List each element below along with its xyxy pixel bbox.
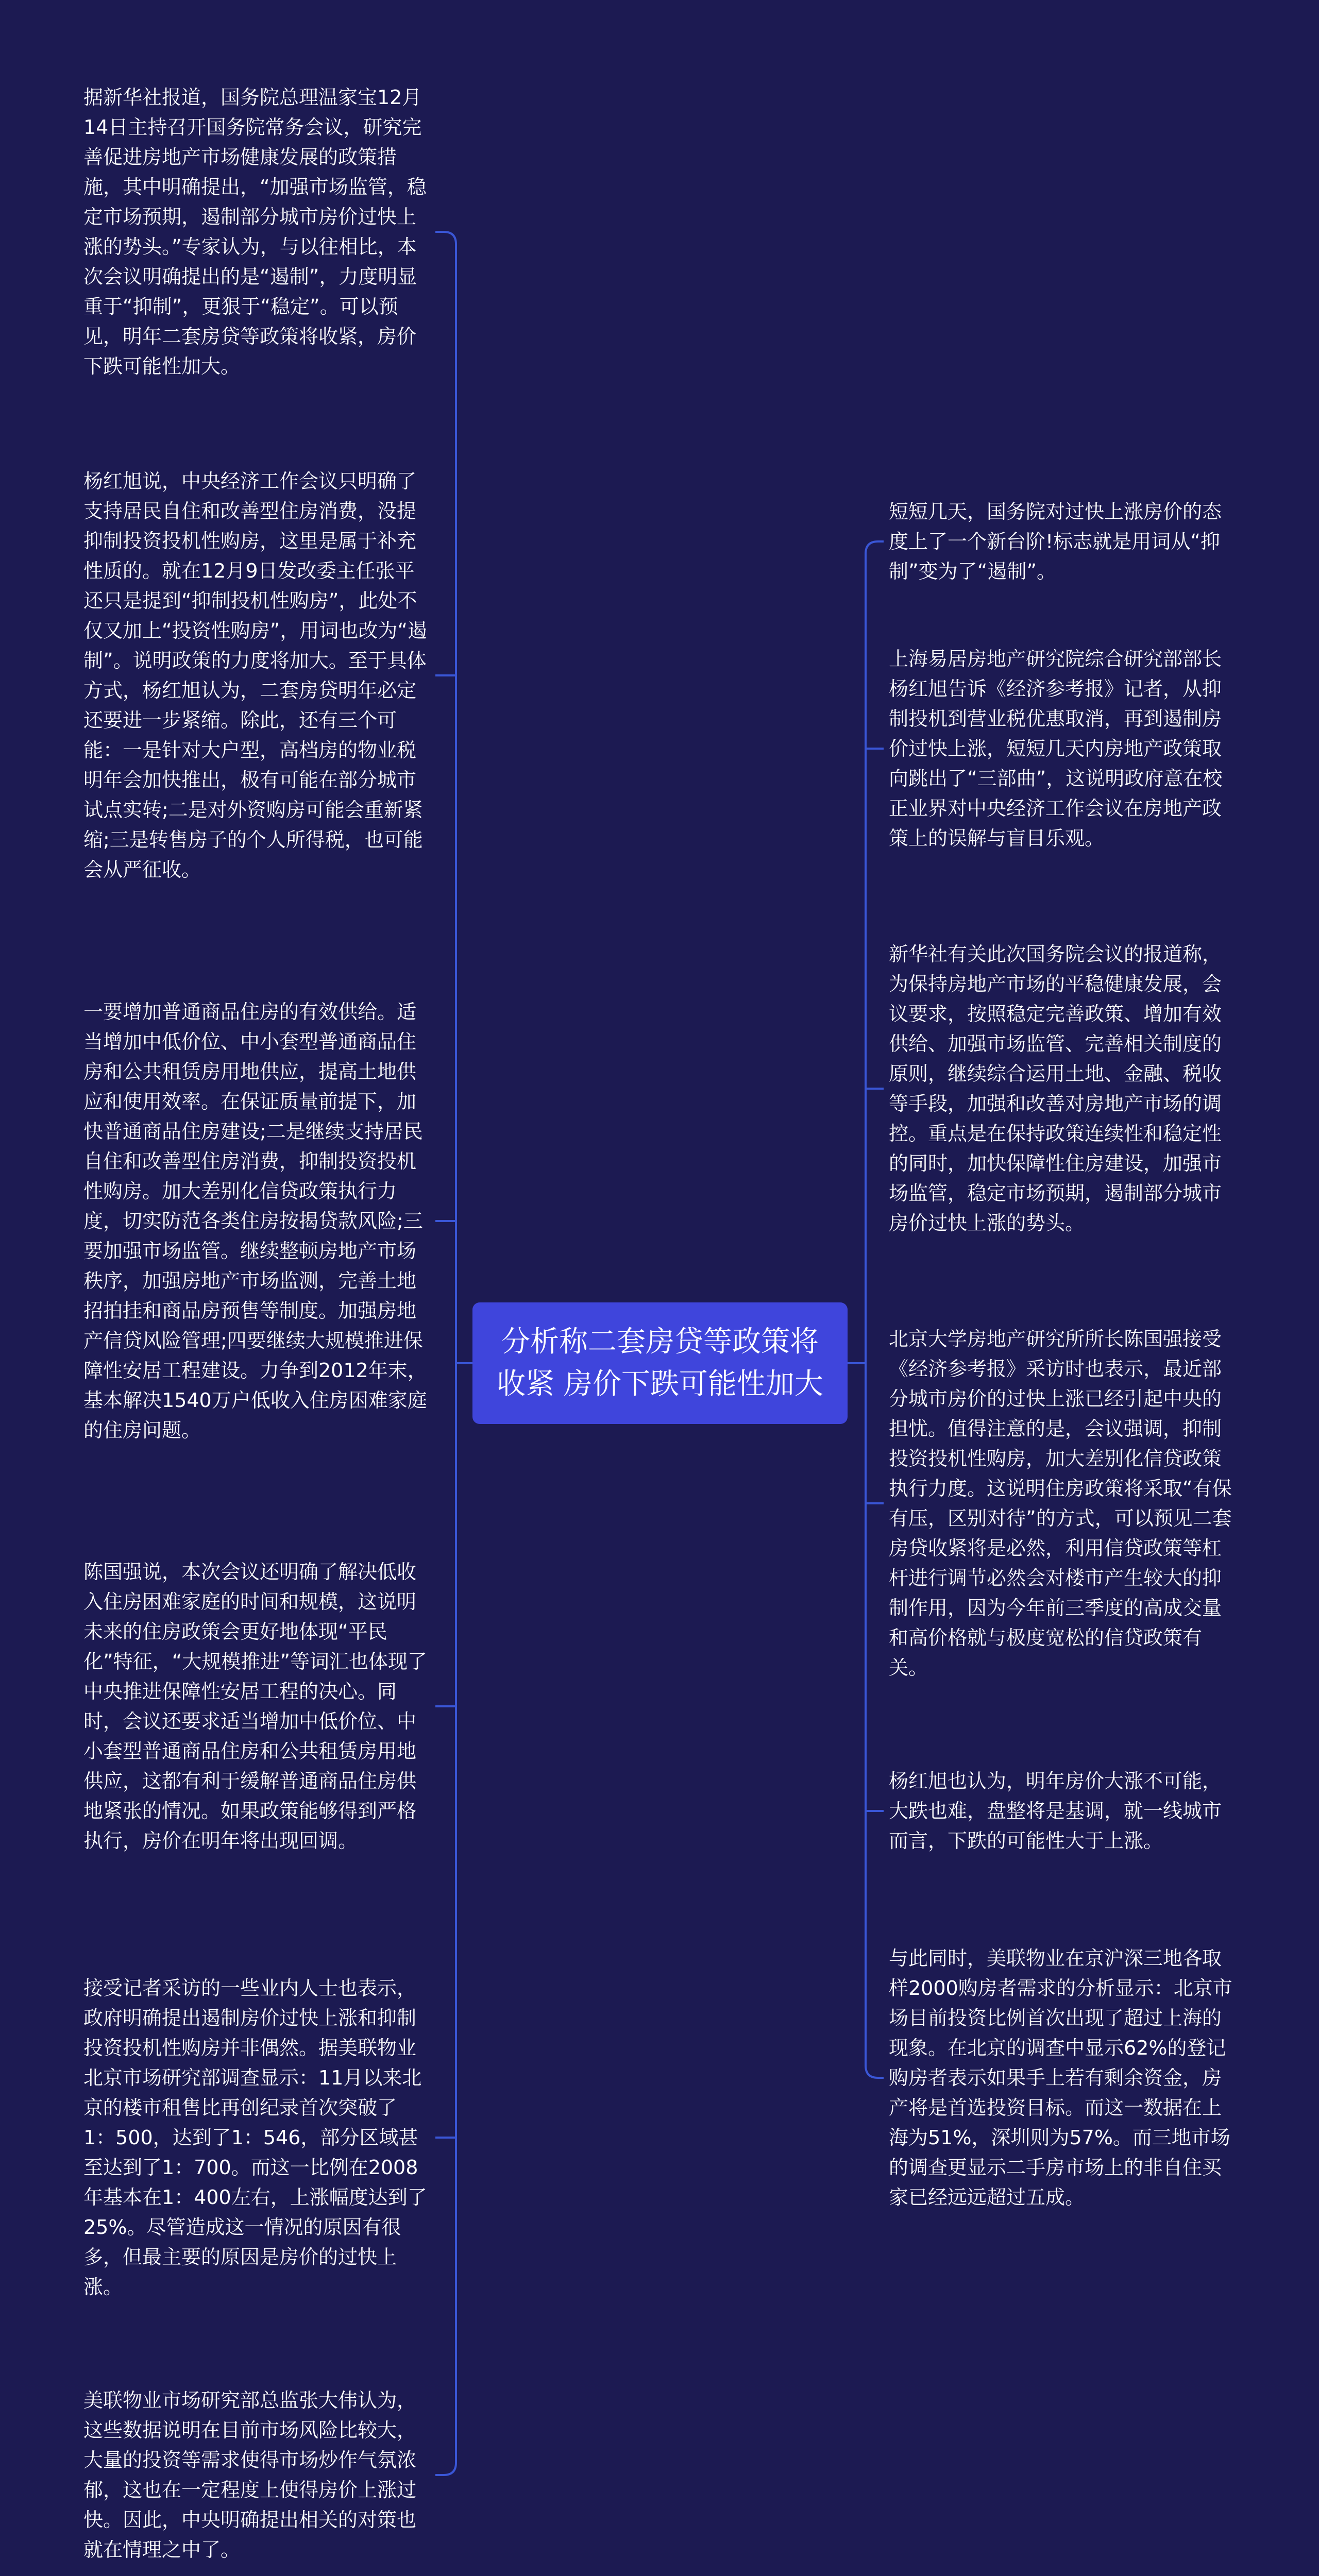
right-branch-node-2[interactable]: 上海易居房地产研究院综合研究部部长杨红旭告诉《经济参考报》记者，从抑制投机到营业税优惠取消，再到遏制房价过快上涨，短短几天内房地产政策取向跳出了“三部曲”，这说明政府意在校正业界对中央经济工作会议在房地产政策上的误解与盲目乐观。 <box>889 648 1223 850</box>
right-branch-node-1[interactable]: 短短几天，国务院对过快上涨房价的态度上了一个新台阶!标志就是用词从“抑制”变为了“遏制”。 <box>889 500 1222 583</box>
right-branch-connector-6 <box>866 2065 884 2078</box>
left-branch-node-4[interactable]: 陈国强说，本次会议还明确了解决低收入住房困难家庭的时间和规模，这说明未来的住房政策会更好地体现“平民化”特征，“大规模推进”等词汇也体现了中央推进保障性安居工程的决心。同时，会议还要求适当增加中低价位、中小套型普通商品住房和公共租赁房用地供应，这都有利于缓解普通商品住房供地紧张的情况。如果政策能够得到严格执行，房价在明年将出现回调。 <box>83 1561 428 1852</box>
central-topic-title: 分析称二套房贷等政策将收紧 房价下跌可能性加大 <box>497 1325 823 1401</box>
central-topic-node[interactable] <box>472 1302 848 1424</box>
left-branch-node-6[interactable]: 美联物业市场研究部总监张大伟认为，这些数据说明在目前市场风险比较大，大量的投资等需求使得市场炒作气氛浓郁，这也在一定程度上使得房价上涨过快。因此，中央明确提出相关的对策也就在情理之中了。 <box>83 2389 417 2561</box>
left-branch-node-3[interactable]: 一要增加普通商品住房的有效供给。适当增加中低价位、中小套型普通商品住房和公共租赁房用地供应，提高土地供应和使用效率。在保证质量前提下，加快普通商品住房建设;二是继续支持居民自住和改善型住房消费，抑制投资投机性购房。加大差别化信贷政策执行力度，切实防范各类住房按揭贷款风险;三要加强市场监管。继续整顿房地产市场秩序，加强房地产市场监测，完善土地招拍挂和商品房预售等制度。加强房地产信贷风险管理;四要继续大规模推进保障性安居工程建设。力争到2012年末，基本解决1540万户低收入住房困难家庭的住房问题。 <box>83 1001 427 1442</box>
right-branch-connector-1 <box>866 541 884 554</box>
left-branch-connector-1 <box>435 232 456 244</box>
right-branch-node-3[interactable]: 新华社有关此次国务院会议的报道称，为保持房地产市场的平稳健康发展，会议要求，按照稳定完善政策、增加有效供给、加强市场监管、完善相关制度的原则，继续综合运用土地、金融、税收等手段，加强和改善对房地产市场的调控。重点是在保持政策连续性和稳定性的同时，加快保障性住房建设，加强市场监管，稳定市场预期，遏制部分城市房价过快上涨的势头。 <box>889 943 1222 1234</box>
left-branch-node-5[interactable]: 接受记者采访的一些业内人士也表示，政府明确提出遏制房价过快上涨和抑制投资投机性购房并非偶然。据美联物业北京市场研究部调查显示：11月以来北京的楼市租售比再创纪录首次突破了1：500，达到了1：546，部分区域甚至达到了1：700。而这一比例在2008年基本在1：400左右，上涨幅度达到了25%。尽管造成这一情况的原因有很多，但最主要的原因是房价的过快上涨。 <box>83 1977 427 2298</box>
right-branch-node-5[interactable]: 杨红旭也认为，明年房价大涨不可能，大跌也难，盘整将是基调，就一线城市而言，下跌的可能性大于上涨。 <box>889 1770 1222 1852</box>
right-branch-node-6[interactable]: 与此同时，美联物业在京沪深三地各取样2000购房者需求的分析显示：北京市场目前投资比例首次出现了超过上海的现象。在北京的调查中显示62%的登记购房者表示如果手上若有剩余资金，房产将是首选投资目标。而这一数据在上海为51%，深圳则为57%。而三地市场的调查更显示二手房市场上的非自住买家已经远远超过五成。 <box>889 1947 1232 2209</box>
left-branch-node-1[interactable]: 据新华社报道，国务院总理温家宝12月14日主持召开国务院常务会议，研究完善促进房地产市场健康发展的政策措施，其中明确提出，“加强市场监管，稳定市场预期，遏制部分城市房价过快上涨的势头。”专家认为，与以往相比，本次会议明确提出的是“遏制”，力度明显重于“抑制”，更狠于“稳定”。可以预见，明年二套房贷等政策将收紧，房价下跌可能性加大。 <box>83 86 427 378</box>
left-branch-connector-6 <box>435 2463 456 2475</box>
left-branch-node-2[interactable]: 杨红旭说，中央经济工作会议只明确了支持居民自住和改善型住房消费，没提抑制投资投机性购房，这里是属于补充性质的。就在12月9日发改委主任张平还只是提到“抑制投机性购房”，此处不仅又加上“投资性购房”，用词也改为“遏制”。说明政策的力度将加大。至于具体方式，杨红旭认为，二套房贷明年必定还要进一步紧缩。除此，还有三个可能：一是针对大户型，高档房的物业税明年会加快推出，极有可能在部分城市试点实转;二是对外资购房可能会重新紧缩;三是转售房子的个人所得税，也可能会从严征收。 <box>83 470 428 881</box>
right-branch-node-4[interactable]: 北京大学房地产研究所所长陈国强接受《经济参考报》采访时也表示，最近部分城市房价的过快上涨已经引起中央的担忧。值得注意的是，会议强调，抑制投资投机性购房，加大差别化信贷政策执行力度。这说明住房政策将采取“有保有压，区别对待”的方式，可以预见二套房贷收紧将是必然，利用信贷政策等杠杆进行调节必然会对楼市产生较大的抑制作用，因为今年前三季度的高成交量和高价格就与极度宽松的信贷政策有关。 <box>889 1328 1232 1679</box>
